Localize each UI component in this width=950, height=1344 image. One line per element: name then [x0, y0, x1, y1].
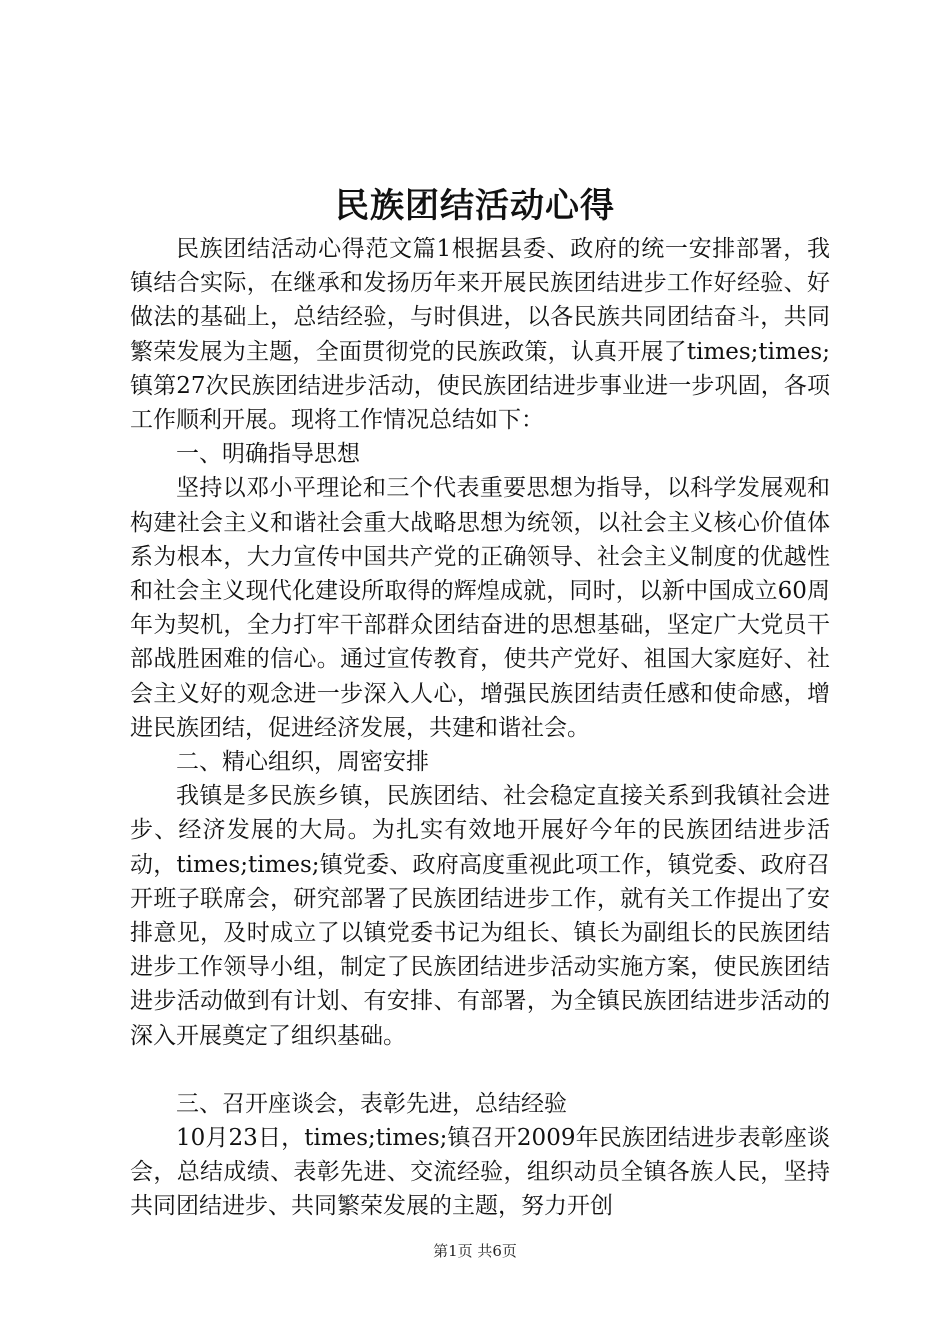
paragraph-3: 10月23日，times;times;镇召开2009年民族团结进步表彰座谈会，总结成绩、表彰先进、交流经验，组织动员全镇各族人民，坚持共同团结进步、共同繁荣发展的主题，努力开创 [130, 1125, 830, 1220]
section-heading-3: 三、召开座谈会，表彰先进，总结经验 [176, 1090, 567, 1117]
paragraph-intro: 民族团结活动心得范文篇1根据县委、政府的统一安排部署，我镇结合实际，在继承和发扬历年来开展民族团结进步工作好经验、好做法的基础上，总结经验，与时俱进，以各民族共同团结奋斗，共同繁荣发展为主题，全面贯彻党的民族政策，认真开展了times;times;镇第27次民族团结进步活动，使民族团结进步事业进一步巩固，各项工作顺利开展。现将工作情况总结如下： [130, 236, 830, 434]
paragraph-2: 我镇是多民族乡镇，民族团结、社会稳定直接关系到我镇社会进步、经济发展的大局。为扎实有效地开展好今年的民族团结进步活动，times;times;镇党委、政府高度重视此项工作，镇党委、政府召开班子联席会，研究部署了民族团结进步工作，就有关工作提出了安排意见，及时成立了以镇党委书记为组长、镇长为副组长的民族团结进步工作领导小组，制定了民族团结进步活动实施方案，使民族团结进步活动做到有计划、有安排、有部署，为全镇民族团结进步活动的深入开展奠定了组织基础。 [130, 783, 830, 1049]
document-title: 民族团结活动心得 [335, 186, 615, 226]
document-body [130, 232, 830, 1224]
page-footer: 第1页 共6页 [433, 1242, 517, 1260]
paragraph-1: 坚持以邓小平理论和三个代表重要思想为指导，以科学发展观和构建社会主义和谐社会重大战略思想为统领，以社会主义核心价值体系为根本，大力宣传中国共产党的正确领导、社会主义制度的优越性和社会主义现代化建设所取得的辉煌成就，同时，以新中国成立60周年为契机，全力打牢干部群众团结奋进的思想基础，坚定广大党员干部战胜困难的信心。通过宣传教育，使共产党好、祖国大家庭好、社会主义好的观念进一步深入人心，增强民族团结责任感和使命感，增进民族团结，促进经济发展，共建和谐社会。 [130, 475, 830, 741]
section-heading-2: 二、精心组织，周密安排 [176, 749, 429, 776]
section-heading-1: 一、明确指导思想 [176, 441, 360, 468]
